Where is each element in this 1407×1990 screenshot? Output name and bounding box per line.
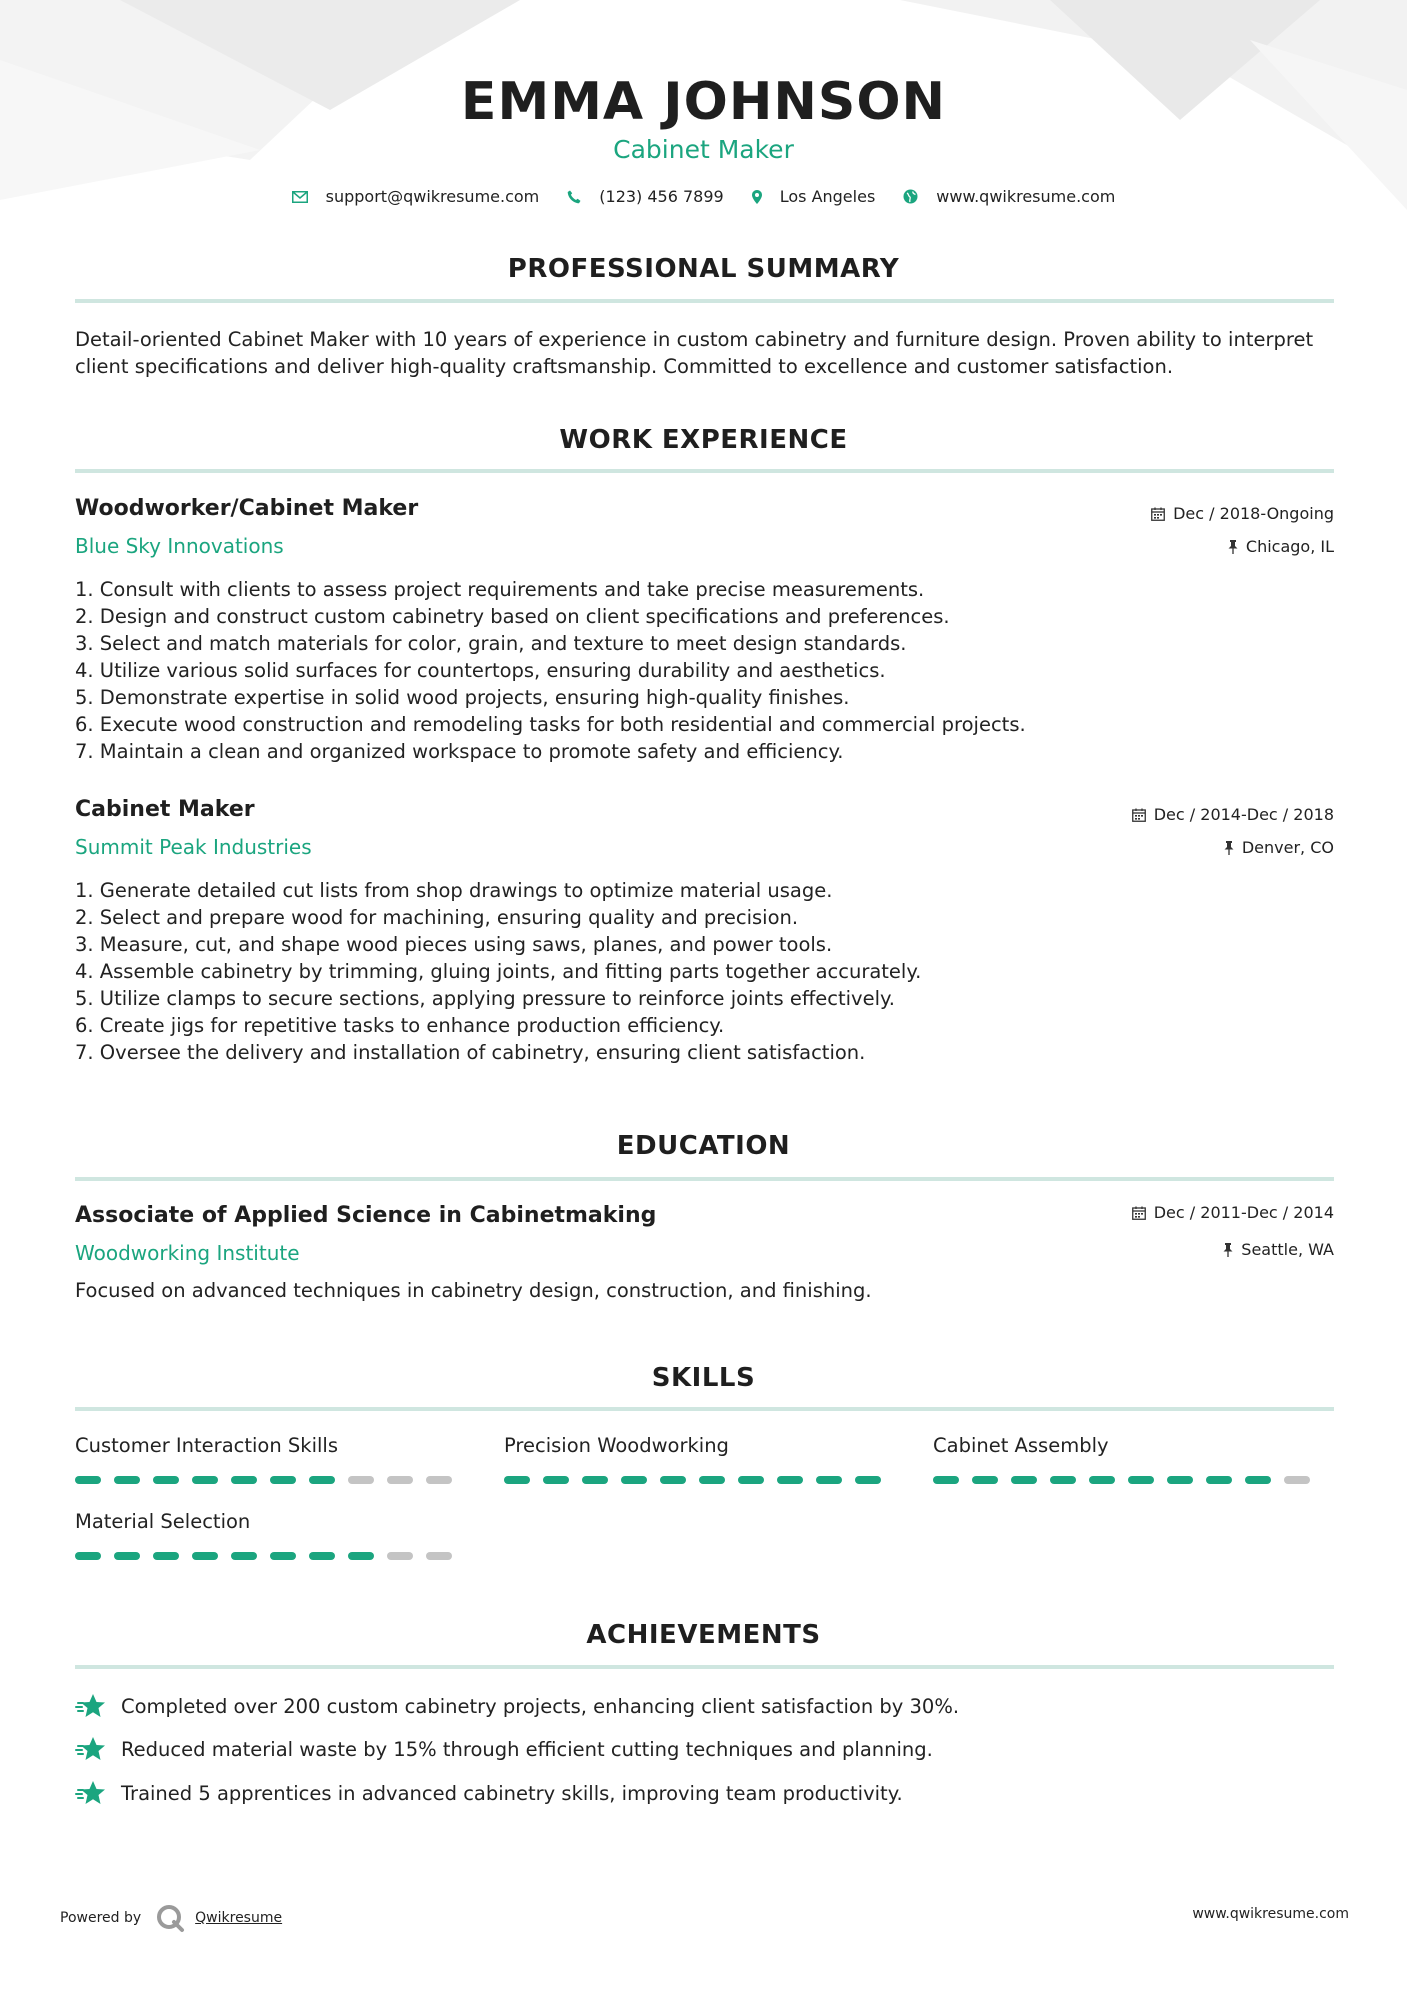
- skill-dash-filled: [231, 1476, 257, 1484]
- job-company: Blue Sky Innovations: [75, 534, 284, 558]
- skill-item: [504, 1434, 884, 1457]
- contact-website[interactable]: [903, 187, 1115, 206]
- skill-dash-filled: [543, 1476, 569, 1484]
- calendar-icon: [1151, 507, 1165, 521]
- education-divider: [75, 1177, 1334, 1181]
- duty-item: 2. Select and prepare wood for machining, ensuring quality and precision.: [75, 906, 799, 929]
- skill-name: Customer Interaction Skills: [75, 1434, 338, 1457]
- skills-heading: SKILLS: [651, 1363, 756, 1393]
- skill-dash-filled: [1089, 1476, 1115, 1484]
- skill-dash-filled: [1206, 1476, 1232, 1484]
- website-text: www.qwikresume.com: [936, 187, 1116, 206]
- skill-dash-filled: [114, 1476, 140, 1484]
- duty-item: 7. Maintain a clean and organized workspace to promote safety and efficiency.: [75, 740, 844, 763]
- skill-dash-filled: [504, 1476, 530, 1484]
- contact-bar: [0, 187, 1407, 206]
- job-dates-text: Dec / 2014-Dec / 2018: [1153, 805, 1334, 824]
- skill-dash-empty: [426, 1476, 452, 1484]
- duty-item: 7. Oversee the delivery and installation of cabinetry, ensuring client satisfaction.: [75, 1041, 866, 1064]
- skill-dash-filled: [582, 1476, 608, 1484]
- skill-item: [933, 1434, 1313, 1457]
- education-dates-text: Dec / 2011-Dec / 2014: [1153, 1203, 1334, 1222]
- skill-name: Material Selection: [75, 1510, 251, 1533]
- skill-dash-filled: [114, 1552, 140, 1560]
- degree-title: Associate of Applied Science in Cabinetmaking: [75, 1203, 657, 1228]
- skill-dash-filled: [1245, 1476, 1271, 1484]
- skill-dash-filled: [270, 1552, 296, 1560]
- calendar-icon: [1132, 1206, 1146, 1220]
- skill-dash-filled: [855, 1476, 881, 1484]
- skill-level-bar: [75, 1552, 465, 1560]
- globe-icon: [903, 189, 918, 204]
- achievement-item: [75, 1693, 959, 1719]
- skill-dash-filled: [270, 1476, 296, 1484]
- achievement-item: [75, 1780, 903, 1806]
- map-pin-icon: [752, 190, 762, 204]
- duty-item: 2. Design and construct custom cabinetry based on client specifications and preferences.: [75, 605, 950, 628]
- duty-item: 5. Demonstrate expertise in solid wood projects, ensuring high-quality finishes.: [75, 686, 850, 709]
- job-duties-list: [75, 877, 1337, 1066]
- skill-dash-filled: [192, 1552, 218, 1560]
- skill-level-bar: [504, 1476, 894, 1484]
- candidate-name: EMMA JOHNSON: [460, 72, 947, 132]
- skill-dash-filled: [192, 1476, 218, 1484]
- location-text: Los Angeles: [779, 187, 876, 206]
- skill-item: [75, 1434, 455, 1457]
- education-dates: [1132, 1203, 1334, 1222]
- experience-heading: WORK EXPERIENCE: [559, 425, 848, 455]
- skill-dash-filled: [660, 1476, 686, 1484]
- phone-icon: [567, 190, 581, 204]
- job-title: Cabinet Maker: [75, 797, 255, 822]
- skill-dash-empty: [426, 1552, 452, 1560]
- skill-dash-filled: [816, 1476, 842, 1484]
- duty-item: 6. Execute wood construction and remodeling tasks for both residential and commercial projects.: [75, 713, 1026, 736]
- contact-email[interactable]: [292, 187, 540, 206]
- duty-item: 3. Measure, cut, and shape wood pieces using saws, planes, and power tools.: [75, 933, 833, 956]
- skill-dash-filled: [1011, 1476, 1037, 1484]
- duty-item: 1. Generate detailed cut lists from shop drawings to optimize material usage.: [75, 879, 833, 902]
- job-location-text: Denver, CO: [1241, 838, 1334, 857]
- footer-website[interactable]: www.qwikresume.com: [1192, 1906, 1349, 1922]
- contact-location: [752, 187, 876, 206]
- achievements-divider: [75, 1665, 1334, 1669]
- achievement-text: Completed over 200 custom cabinetry projects, enhancing client satisfaction by 30%.: [121, 1694, 960, 1718]
- skill-dash-filled: [1050, 1476, 1076, 1484]
- skill-dash-filled: [1167, 1476, 1193, 1484]
- skill-dash-filled: [933, 1476, 959, 1484]
- skill-dash-filled: [348, 1552, 374, 1560]
- pushpin-icon: [1224, 841, 1234, 855]
- skill-dash-empty: [1284, 1476, 1310, 1484]
- powered-by-label: Powered by: [60, 1910, 142, 1926]
- job-duties-list: [75, 576, 1337, 765]
- skill-dash-filled: [738, 1476, 764, 1484]
- skill-dash-empty: [387, 1476, 413, 1484]
- contact-phone[interactable]: [567, 187, 723, 206]
- powered-by: [60, 1903, 282, 1933]
- skill-dash-filled: [699, 1476, 725, 1484]
- star-badge-icon: [75, 1693, 107, 1719]
- achievement-item: [75, 1736, 933, 1762]
- skill-dash-filled: [621, 1476, 647, 1484]
- job-location-text: Chicago, IL: [1245, 537, 1334, 556]
- skill-dash-empty: [348, 1476, 374, 1484]
- achievements-heading: ACHIEVEMENTS: [586, 1620, 821, 1650]
- duty-item: 5. Utilize clamps to secure sections, applying pressure to reinforce joints effectively.: [75, 987, 895, 1010]
- skill-item: [75, 1510, 455, 1533]
- skill-dash-filled: [1128, 1476, 1154, 1484]
- job-dates: [1132, 805, 1334, 824]
- skill-dash-filled: [75, 1552, 101, 1560]
- skill-dash-filled: [309, 1476, 335, 1484]
- skill-dash-empty: [387, 1552, 413, 1560]
- calendar-icon: [1132, 808, 1146, 822]
- skill-level-bar: [933, 1476, 1323, 1484]
- pushpin-icon: [1228, 540, 1238, 554]
- education-heading: EDUCATION: [616, 1131, 791, 1161]
- skill-dash-filled: [309, 1552, 335, 1560]
- duty-item: 4. Assemble cabinetry by trimming, gluing joints, and fitting parts together accurately.: [75, 960, 922, 983]
- summary-heading: PROFESSIONAL SUMMARY: [507, 254, 900, 284]
- duty-item: 1. Consult with clients to assess project requirements and take precise measurements.: [75, 578, 925, 601]
- phone-text: (123) 456 7899: [599, 187, 724, 206]
- skill-level-bar: [75, 1476, 465, 1484]
- skill-name: Cabinet Assembly: [933, 1434, 1109, 1457]
- duty-item: 4. Utilize various solid surfaces for countertops, ensuring durability and aesthetics.: [75, 659, 886, 682]
- achievement-text: Reduced material waste by 15% through efficient cutting techniques and planning.: [121, 1737, 933, 1761]
- pushpin-icon: [1223, 1243, 1233, 1257]
- achievement-text: Trained 5 apprentices in advanced cabinetry skills, improving team productivity.: [121, 1781, 903, 1805]
- summary-divider: [75, 299, 1334, 303]
- job-location: [1224, 838, 1334, 857]
- school-name: Woodworking Institute: [75, 1241, 300, 1265]
- star-badge-icon: [75, 1736, 107, 1762]
- job-location: [1228, 537, 1334, 556]
- skills-divider: [75, 1407, 1334, 1411]
- experience-divider: [75, 469, 1334, 473]
- star-badge-icon: [75, 1780, 107, 1806]
- email-text: support@qwikresume.com: [325, 187, 540, 206]
- brand-link[interactable]: Qwikresume: [195, 1910, 283, 1926]
- skill-dash-filled: [972, 1476, 998, 1484]
- education-location-text: Seattle, WA: [1241, 1240, 1334, 1259]
- education-location: [1223, 1240, 1334, 1259]
- duty-item: 3. Select and match materials for color, grain, and texture to meet design standards.: [75, 632, 907, 655]
- envelope-icon: [292, 191, 308, 203]
- candidate-role: Cabinet Maker: [613, 135, 794, 164]
- skill-dash-filled: [231, 1552, 257, 1560]
- skill-dash-filled: [153, 1552, 179, 1560]
- skill-name: Precision Woodworking: [504, 1434, 729, 1457]
- job-dates: [1151, 504, 1334, 523]
- skill-dash-filled: [153, 1476, 179, 1484]
- duty-item: 6. Create jigs for repetitive tasks to enhance production efficiency.: [75, 1014, 725, 1037]
- job-dates-text: Dec / 2018-Ongoing: [1173, 504, 1334, 523]
- qwikresume-logo-icon: [155, 1903, 185, 1933]
- skill-dash-filled: [75, 1476, 101, 1484]
- job-company: Summit Peak Industries: [75, 835, 312, 859]
- summary-text: Detail-oriented Cabinet Maker with 10 years of experience in custom cabinetry and furniture design. Proven ability to interpret client specifications and deliver high-quality craftsmanship. Committed to excellence and customer satisfaction.: [75, 328, 1314, 378]
- education-description: Focused on advanced techniques in cabinetry design, construction, and finishing.: [75, 1279, 872, 1302]
- job-title: Woodworker/Cabinet Maker: [75, 496, 419, 521]
- skill-dash-filled: [777, 1476, 803, 1484]
